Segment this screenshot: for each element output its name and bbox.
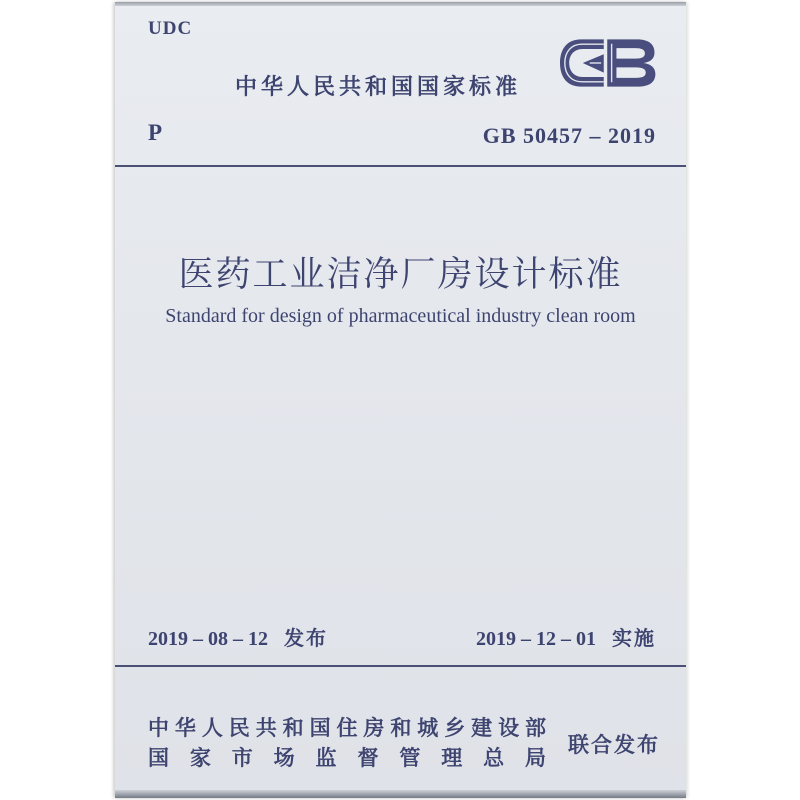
- implement-date: 2019 – 12 – 01: [476, 628, 596, 650]
- divider-line-top: [115, 165, 686, 167]
- standard-type-heading: 中华人民共和国国家标准: [234, 74, 521, 99]
- classification-code: P: [148, 120, 163, 145]
- gb-logo-icon: [553, 30, 658, 96]
- issue-date: 2019 – 08 – 12: [148, 628, 268, 650]
- standard-number: GB 50457 – 2019: [482, 123, 656, 148]
- joint-publish-label: 联合发布: [568, 734, 660, 757]
- publisher-names: [148, 714, 546, 774]
- dates-row: [148, 622, 656, 651]
- publisher-line-1: 中华人民共和国住房和城乡建设部: [148, 717, 546, 740]
- implement-date-group: [476, 622, 656, 651]
- implement-label: 实施: [612, 628, 656, 650]
- title-chinese: 医药工业洁净厂房设计标准: [178, 255, 623, 294]
- divider-line-bottom: [115, 665, 686, 667]
- issue-date-group: [148, 622, 328, 651]
- title-english: Standard for design of pharmaceutical industry clean room: [165, 305, 636, 327]
- issue-label: 发布: [284, 628, 328, 650]
- publisher-block: [148, 714, 660, 774]
- publisher-line-2: 国家市场监督管理总局: [148, 747, 546, 770]
- udc-label: UDC: [148, 18, 193, 39]
- standard-cover: [115, 2, 686, 798]
